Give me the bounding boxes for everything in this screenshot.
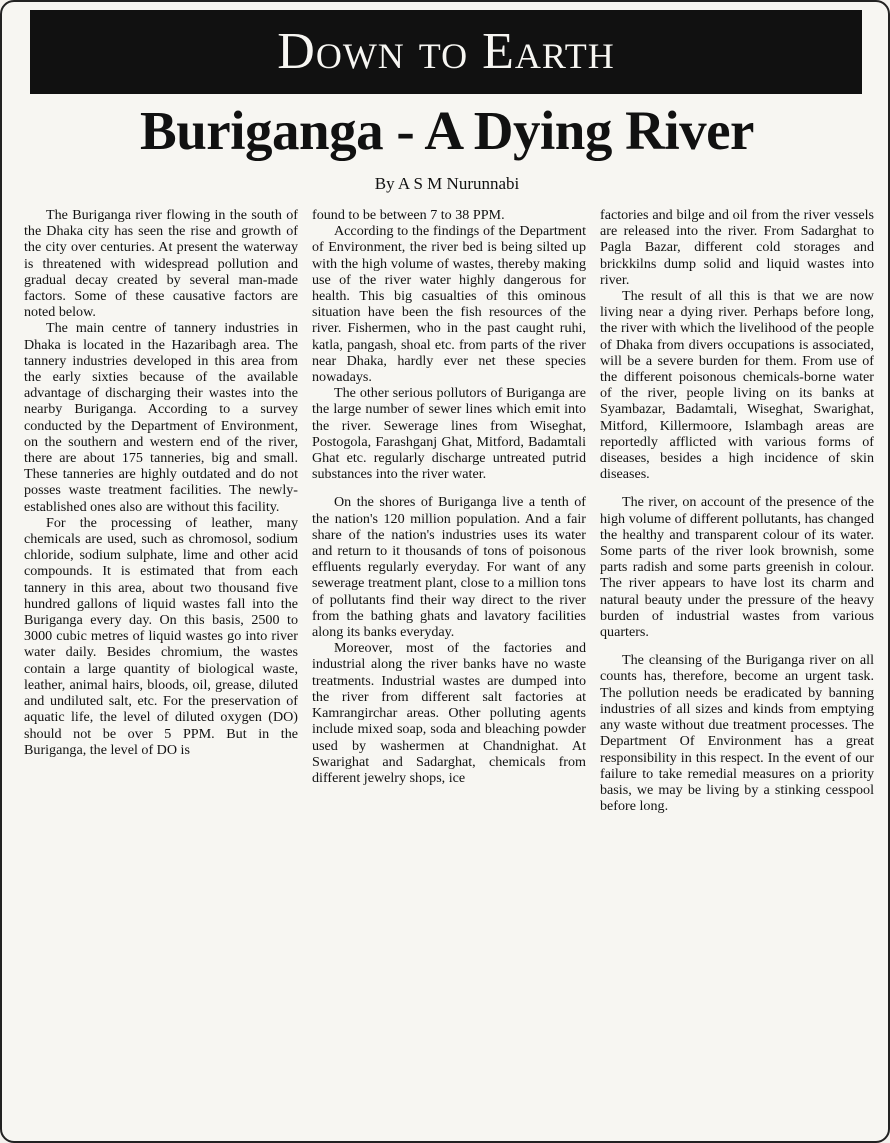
paragraph: The other serious pollutors of Buriganga are the large number of sewer lines which emit into the river. Sewerage lines from Wiseghat, Postogola, Farashganj Ghat, Mitford, Badamtali Ghat etc. regularly discharge untreated putrid substances into the river water. — [312, 385, 586, 483]
paragraph: The Buriganga river flowing in the south of the Dhaka city has seen the rise and growth of the city over centuries. At present the waterway is threatened with widespread pollution and gradual decay created by several man-made factors. Some of these causative factors are noted below. — [24, 207, 298, 321]
column-3 — [600, 207, 874, 1139]
article-headline: Buriganga - A Dying River — [140, 100, 754, 161]
paragraph: factories and bilge and oil from the river vessels are released into the river. From Sadarghat to Pagla Bazar, different cold storages and brickkilns dump solid and liquid wastes into river. — [600, 207, 874, 288]
paragraph: found to be between 7 to 38 PPM. — [312, 207, 505, 223]
paragraph: Moreover, most of the factories and industrial along the river banks have no waste treatments. Industrial wastes are dumped into the river from different salt factories at Kamrangirchar areas. Other polluting agents include mixed soap, soda and bleaching powder used by washermen at Chandnighat. At Swarighat and Sadarghat, chemicals from different jewelry shops, ice — [312, 640, 586, 786]
article-byline: By A S M Nurunnabi — [374, 174, 520, 193]
paragraph: The result of all this is that we are now living near a dying river. Perhaps before long, the river with which the livelihood of the people of Dhaka from divers occupations is associated, will be a severe burden for them. From use of the different poisonous chemicals-borne water of the river, people living on its banks at Syambazar, Badamtali, Wiseghat, Swarighat, Mitford, Killermoore, Islambagh areas are reportedly afflicted with various forms of diseases, besides a high incidence of skin diseases. — [600, 288, 874, 483]
section-banner — [30, 10, 862, 94]
article-body — [24, 207, 874, 1139]
column-2 — [312, 207, 586, 1139]
paragraph: The river, on account of the presence of the high volume of different pollutants, has changed the healthy and transparent colour of its water. Some parts of the river look brownish, some parts radish and some parts greenish in colour. The river appears to have lost its charm and natural beauty under the pressure of the heavy burden of industrial wastes from various quarters. — [600, 494, 874, 641]
column-1 — [24, 207, 298, 1139]
paragraph: According to the findings of the Department of Environment, the river bed is being silted up with the high volume of wastes, thereby making use of the river water highly dangerous for health. This big casualties of this ominous situation have been the fish resources of the river. Fishermen, who in the past caught ruhi, katla, pangash, shoal etc. from parts of the river near Dhaka, hardly ever net these species nowadays. — [312, 223, 586, 386]
section-banner-title: Down to Earth — [277, 23, 615, 80]
paragraph: On the shores of Buriganga live a tenth of the nation's 120 million population. And a fair share of the nation's industries uses its water and return to it thousands of tons of poisonous effluents regularly everyday. For want of any sewerage treatment plant, close to a million tons of pollutants find their way direct to the river from the bathing ghats and lavatory facilities along its banks everyday. — [312, 494, 586, 641]
paragraph: For the processing of leather, many chemicals are used, such as chromosol, sodium chloride, sodium sulphate, lime and other acid compounds. It is estimated that from each tannery in this area, about two thousand five hundred gallons of liquid wastes fall into the Buriganga every day. On this basis, 2500 to 3000 cubic metres of liquid wastes go into river water daily. Besides chromium, the wastes contain a large quantity of biological waste, leather, animal hairs, bloods, oil, grease, diluted and undiluted salt, etc. For the preservation of aquatic life, the level of diluted oxygen (DO) should not be over 5 PPM. But in the Buriganga, the level of DO is — [24, 514, 298, 758]
paragraph: The main centre of tannery industries in Dhaka is located in the Hazaribagh area. The tannery industries developed in this area from the early sixties because of the available advantage of discharging their wastes into the nearby Buriganga. According to a survey conducted by the Department of Environment, on the southern and western end of the river, there are about 175 tanneries, big and small. These tanneries are highly outdated and do not posses waste treatment facilities. The newly-established ones also are without this facility. — [24, 320, 298, 515]
paragraph: The cleansing of the Buriganga river on all counts has, therefore, become an urgent task. The pollution needs be eradicated by banning industries of all sizes and kinds from emptying any waste without due treatment processes. The Department Of Environment has a great responsibility in this respect. In the event of our failure to take remedial measures on a priority basis, we may be living by a stinking cesspool before long. — [600, 652, 874, 815]
